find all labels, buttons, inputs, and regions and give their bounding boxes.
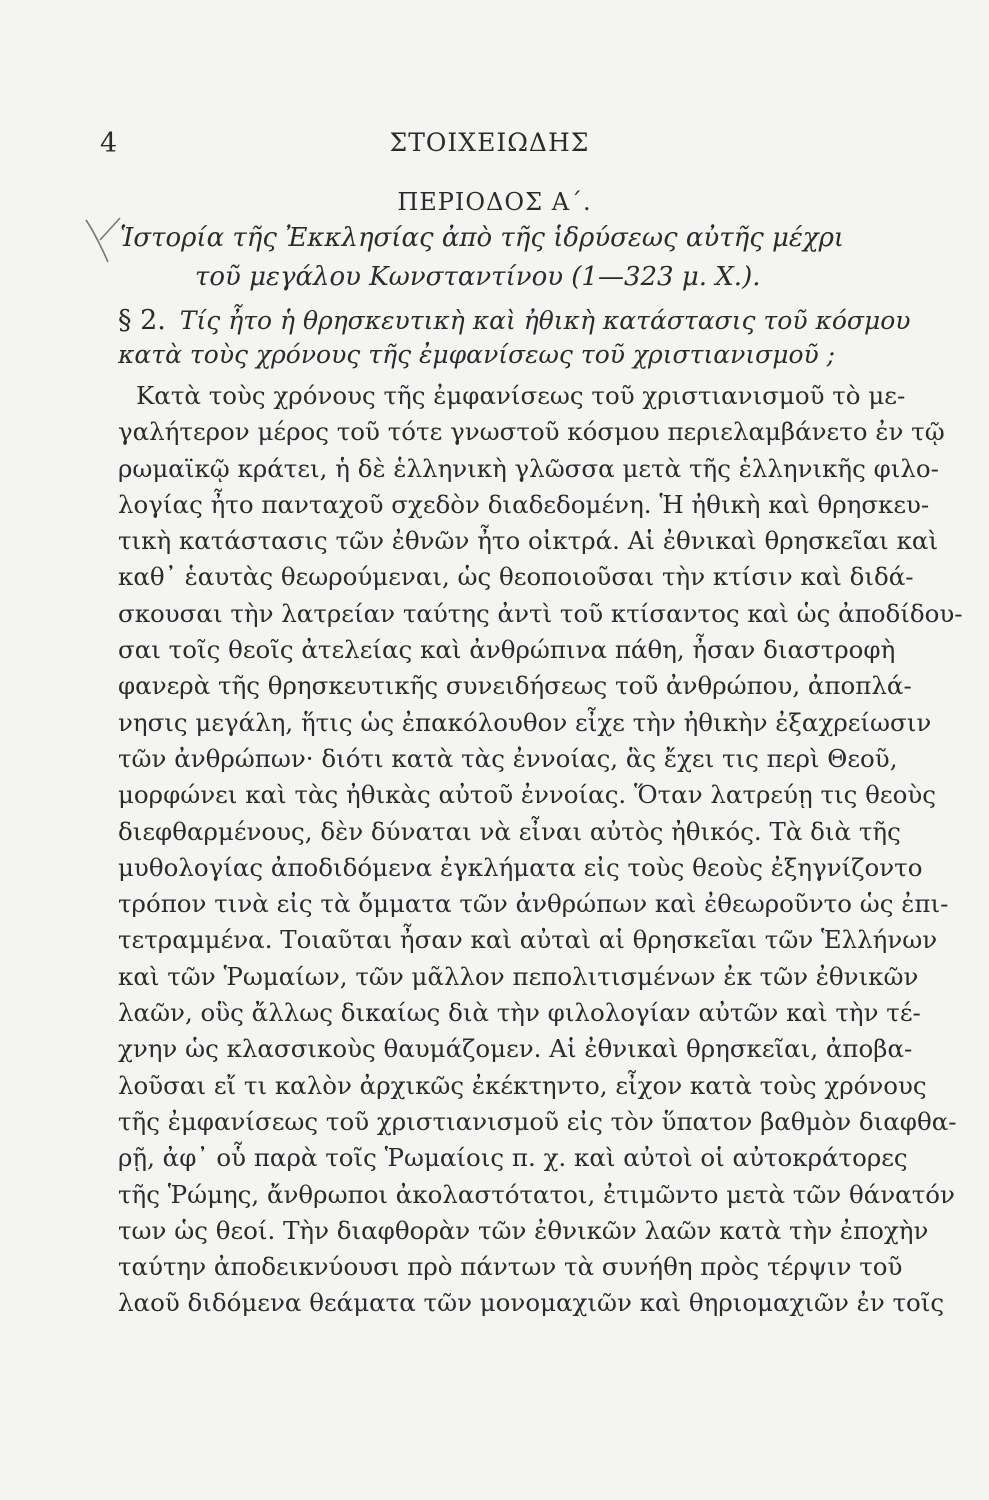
body-line: λαοῦ διδόμενα θεάματα τῶν μονομαχιῶν καὶ θηριομαχιῶν ἐν τοῖς	[118, 1288, 945, 1318]
body-line: των ὡς θεοί. Τὴν διαφθορὰν τῶν ἐθνικῶν λαῶν κατὰ τὴν ἐποχὴν	[118, 1215, 929, 1245]
body-line: καθ᾽ ἑαυτὰς θεωρούμεναι, ὡς θεοποιοῦσαι τὴν κτίσιν καὶ διδά-	[118, 562, 914, 592]
section-question-line-1: Τίς ἦτο ἡ θρησκευτικὴ καὶ ἠθικὴ κατάστασις τοῦ κόσμου	[179, 306, 911, 335]
body-line: λοῦσαι εἴ τι καλὸν ἀρχικῶς ἐκέκτηντο, εἶχον κατὰ τοὺς χρόνους	[118, 1070, 927, 1100]
body-line: τῶν ἀνθρώπων· διότι κατὰ τὰς ἐννοίας, ἃς ἔχει τις περὶ Θεοῦ,	[118, 743, 898, 773]
body-line: τικὴ κατάστασις τῶν ἐθνῶν ἦτο οἰκτρά. Αἱ ἐθνικαὶ θρησκεῖαι καὶ	[118, 526, 939, 556]
body-line: γαλήτερον μέρος τοῦ τότε γνωστοῦ κόσμου περιελαμβάνετο ἐν τῷ	[118, 417, 945, 447]
body-line: ρωμαϊκῷ κράτει, ἡ δὲ ἑλληνικὴ γλῶσσα μετὰ τῆς ἑλληνικῆς φιλο-	[118, 453, 939, 483]
body-line: λογίας ἦτο πανταχοῦ σχεδὸν διαδεδομένη. Ἡ ἠθικὴ καὶ θρησκευ-	[118, 489, 930, 519]
body-line: φανερὰ τῆς θρησκευτικῆς συνειδήσεως τοῦ ἀνθρώπου, ἀποπλά-	[118, 671, 912, 701]
body-line: σαι τοῖς θεοῖς ἀτελείας καὶ ἀνθρώπινα πάθη, ἦσαν διαστροφὴ	[118, 635, 896, 665]
body-line: ρῇ, ἀφ᾽ οὗ παρὰ τοῖς Ῥωμαίοις π. χ. καὶ αὐτοὶ οἱ αὐτοκράτορες	[118, 1143, 908, 1173]
running-title: ΣΤΟΙΧΕΙΩΔΗΣ	[389, 128, 590, 157]
body-line: μορφώνει καὶ τὰς ἠθικὰς αὐτοῦ ἐννοίας. Ὅταν λατρεύῃ τις θεοὺς	[118, 780, 936, 810]
period-heading: ΠΕΡΙΟΔΟΣ Α΄.	[397, 188, 592, 216]
page-header	[100, 128, 879, 168]
handwritten-margin-mark	[80, 210, 124, 270]
body-line: νησις μεγάλη, ἥτις ὡς ἐπακόλουθον εἶχε τὴν ἠθικὴν ἐξαχρείωσιν	[118, 707, 932, 737]
section-question	[118, 305, 911, 336]
body-text	[118, 378, 963, 1322]
body-line: λαῶν, οὓς ἄλλως δικαίως διὰ τὴν φιλολογίαν αὐτῶν καὶ τὴν τέ-	[118, 998, 921, 1028]
body-line: τετραμμένα. Τοιαῦται ἦσαν καὶ αὐταὶ αἱ θρησκεῖαι τῶν Ἑλλήνων	[118, 925, 938, 955]
body-line: μυθολογίας ἀποδιδόμενα ἐγκλήματα εἰς τοὺς θεοὺς ἐξηγνίζοντο	[118, 852, 923, 882]
body-line: ταύτην ἀποδεικνύουσι πρὸ πάντων τὰ συνήθη πρὸς τέρψιν τοῦ	[118, 1252, 903, 1282]
body-line: Κατὰ τοὺς χρόνους τῆς ἐμφανίσεως τοῦ χριστιανισμοῦ τὸ με-	[136, 381, 906, 410]
subtitle-line-1: Ἱστορία τῆς Ἐκκλησίας ἀπὸ τῆς ἱδρύσεως αὐτῆς μέχρι	[120, 223, 845, 253]
body-line: τρόπον τινὰ εἰς τὰ ὄμματα τῶν ἀνθρώπων καὶ ἐθεωροῦντο ὡς ἐπι-	[118, 889, 949, 919]
body-line: σκουσαι τὴν λατρείαν ταύτης ἀντὶ τοῦ κτίσαντος καὶ ὡς ἀποδίδου-	[118, 598, 963, 628]
page-number: 4	[100, 128, 118, 159]
section-number: § 2.	[118, 305, 166, 336]
body-line: τῆς Ῥώμης, ἄνθρωποι ἀκολαστότατοι, ἐτιμῶντο μετὰ τῶν θάνατόν	[118, 1179, 955, 1209]
body-line: καὶ τῶν Ῥωμαίων, τῶν μᾶλλον πεπολιτισμένων ἐκ τῶν ἐθνικῶν	[118, 961, 919, 991]
body-line: διεφθαρμένους, δὲν δύναται νὰ εἶναι αὐτὸς ἠθικός. Τὰ διὰ τῆς	[118, 816, 901, 846]
body-line: χνην ὡς κλασσικοὺς θαυμάζομεν. Αἱ ἐθνικαὶ θρησκεῖαι, ἀποβα-	[118, 1034, 913, 1064]
body-line: τῆς ἐμφανίσεως τοῦ χριστιανισμοῦ εἰς τὸν ὕπατον βαθμὸν διαφθα-	[118, 1106, 957, 1136]
section-question-line-2: κατὰ τοὺς χρόνους τῆς ἐμφανίσεως τοῦ χριστιανισμοῦ ;	[118, 340, 836, 369]
subtitle-line-2: τοῦ μεγάλου Κωνσταντίνου (1—323 μ. Χ.).	[195, 262, 761, 292]
